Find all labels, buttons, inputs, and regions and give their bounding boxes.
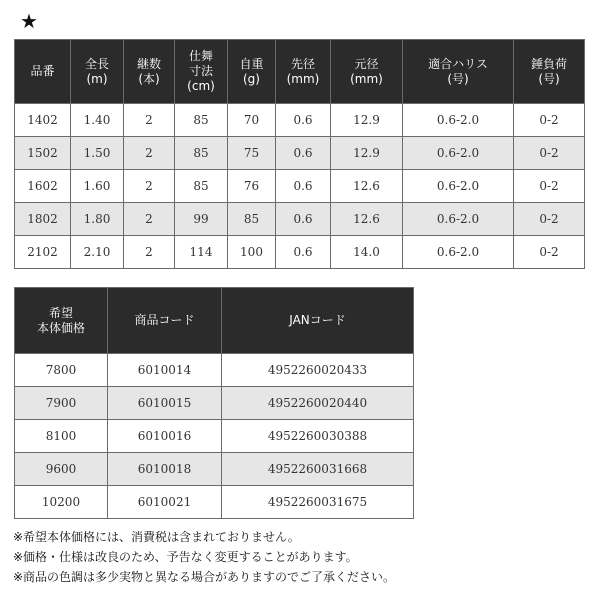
spec-cell: 2.10 xyxy=(71,236,124,269)
spec-cell: 1.60 xyxy=(71,170,124,203)
price-cell: 6010014 xyxy=(108,354,222,387)
spec-cell: 0.6-2.0 xyxy=(403,236,514,269)
price-header-cell xyxy=(108,288,222,354)
spec-table xyxy=(14,39,585,269)
price-table xyxy=(14,287,414,519)
spec-header-cell xyxy=(228,40,276,104)
spec-header-cell xyxy=(514,40,585,104)
price-cell: 8100 xyxy=(15,420,108,453)
spec-header-text: (g) xyxy=(243,71,260,86)
spec-cell: 85 xyxy=(175,104,228,137)
spec-row xyxy=(15,203,585,236)
spec-cell: 12.6 xyxy=(331,203,403,236)
spec-header-text: 寸法 xyxy=(188,64,213,78)
spec-header-cell xyxy=(403,40,514,104)
spec-header-cell xyxy=(124,40,175,104)
price-cell: 9600 xyxy=(15,453,108,486)
spec-cell: 12.9 xyxy=(331,137,403,170)
spec-row xyxy=(15,170,585,203)
price-header-cell xyxy=(222,288,414,354)
spec-cell: 114 xyxy=(175,236,228,269)
spec-cell: 1.40 xyxy=(71,104,124,137)
spec-cell: 85 xyxy=(175,170,228,203)
notes xyxy=(13,527,593,587)
spec-header-text: (mm) xyxy=(286,71,320,86)
spec-cell: 0.6 xyxy=(276,203,331,236)
spec-cell: 70 xyxy=(228,104,276,137)
spec-cell: 14.0 xyxy=(331,236,403,269)
spec-header-cell xyxy=(15,40,71,104)
spec-cell: 0.6-2.0 xyxy=(403,170,514,203)
spec-body xyxy=(15,104,585,269)
spec-cell: 76 xyxy=(228,170,276,203)
spec-header-text: 全長 xyxy=(84,56,109,71)
spec-cell: 1602 xyxy=(15,170,71,203)
spec-header-cell xyxy=(276,40,331,104)
price-row xyxy=(15,354,414,387)
spec-cell: 2 xyxy=(124,104,175,137)
spec-cell: 1502 xyxy=(15,137,71,170)
price-cell: 10200 xyxy=(15,486,108,519)
price-header-text: 商品コード xyxy=(134,313,195,327)
spec-cell: 0.6 xyxy=(276,137,331,170)
note-color: ※商品の色調は多少実物と異なる場合がありますのでご了承ください。 xyxy=(13,570,396,584)
price-cell: 6010021 xyxy=(108,486,222,519)
spec-cell: 0.6 xyxy=(276,236,331,269)
star-icon: ★ xyxy=(20,9,38,33)
spec-row xyxy=(15,137,585,170)
spec-cell: 2 xyxy=(124,203,175,236)
price-cell: 4952260020440 xyxy=(222,387,414,420)
spec-header-text: 品番 xyxy=(30,64,55,78)
spec-cell: 1402 xyxy=(15,104,71,137)
spec-cell: 0.6 xyxy=(276,170,331,203)
price-cell: 7900 xyxy=(15,387,108,420)
spec-header-text: 適合ハリス xyxy=(428,56,488,71)
spec-cell: 12.6 xyxy=(331,170,403,203)
price-header-text: 希望 xyxy=(48,305,73,320)
spec-cell: 0-2 xyxy=(514,236,585,269)
spec-header-text: 自重 xyxy=(239,56,264,71)
spec-row xyxy=(15,104,585,137)
spec-header-text: (本) xyxy=(138,71,160,86)
spec-cell: 99 xyxy=(175,203,228,236)
spec-header-text: 元径 xyxy=(354,56,379,71)
spec-cell: 0-2 xyxy=(514,203,585,236)
price-header-text: JANコード xyxy=(289,313,346,327)
price-cell: 7800 xyxy=(15,354,108,387)
price-row xyxy=(15,486,414,519)
spec-row xyxy=(15,236,585,269)
spec-cell: 0-2 xyxy=(514,104,585,137)
spec-header-text: (号) xyxy=(447,71,469,86)
spec-header-text: (m) xyxy=(86,71,108,86)
spec-header-text: (号) xyxy=(538,71,560,86)
price-header-row xyxy=(15,288,414,354)
spec-cell: 12.9 xyxy=(331,104,403,137)
spec-cell: 85 xyxy=(228,203,276,236)
spec-cell: 85 xyxy=(175,137,228,170)
spec-header-text: (mm) xyxy=(350,71,383,86)
price-cell: 4952260031668 xyxy=(222,453,414,486)
spec-cell: 2102 xyxy=(15,236,71,269)
spec-cell: 1.50 xyxy=(71,137,124,170)
spec-cell: 2 xyxy=(124,170,175,203)
spec-cell: 0.6-2.0 xyxy=(403,104,514,137)
spec-cell: 100 xyxy=(228,236,276,269)
spec-cell: 0.6-2.0 xyxy=(403,137,514,170)
spec-header-cell xyxy=(175,40,228,104)
price-cell: 6010016 xyxy=(108,420,222,453)
price-cell: 4952260031675 xyxy=(222,486,414,519)
spec-cell: 75 xyxy=(228,137,276,170)
spec-cell: 0-2 xyxy=(514,137,585,170)
spec-header-text: 先径 xyxy=(290,56,315,71)
price-header-cell xyxy=(15,288,108,354)
spec-cell: 0.6 xyxy=(276,104,331,137)
price-row xyxy=(15,387,414,420)
spec-header-row xyxy=(15,40,585,104)
price-header-text: 本体価格 xyxy=(36,320,85,335)
price-cell: 6010015 xyxy=(108,387,222,420)
spec-header-text: 錘負荷 xyxy=(530,56,567,71)
spec-cell: 1.80 xyxy=(71,203,124,236)
spec-cell: 0.6-2.0 xyxy=(403,203,514,236)
price-row xyxy=(15,420,414,453)
spec-header-cell xyxy=(331,40,403,104)
price-cell: 4952260020433 xyxy=(222,354,414,387)
note-tax: ※希望本体価格には、消費税は含まれておりません。 xyxy=(13,530,300,544)
note-spec-change: ※価格・仕様は改良のため、予告なく変更することがあります。 xyxy=(13,550,358,564)
price-row xyxy=(15,453,414,486)
spec-header-text: 仕舞 xyxy=(188,49,213,63)
price-cell: 4952260030388 xyxy=(222,420,414,453)
spec-cell: 2 xyxy=(124,236,175,269)
price-cell: 6010018 xyxy=(108,453,222,486)
spec-header-text: 継数 xyxy=(136,56,161,71)
spec-cell: 1802 xyxy=(15,203,71,236)
spec-header-text: (cm) xyxy=(187,79,215,93)
spec-cell: 0-2 xyxy=(514,170,585,203)
spec-header-cell xyxy=(71,40,124,104)
spec-cell: 2 xyxy=(124,137,175,170)
price-body xyxy=(15,354,414,519)
